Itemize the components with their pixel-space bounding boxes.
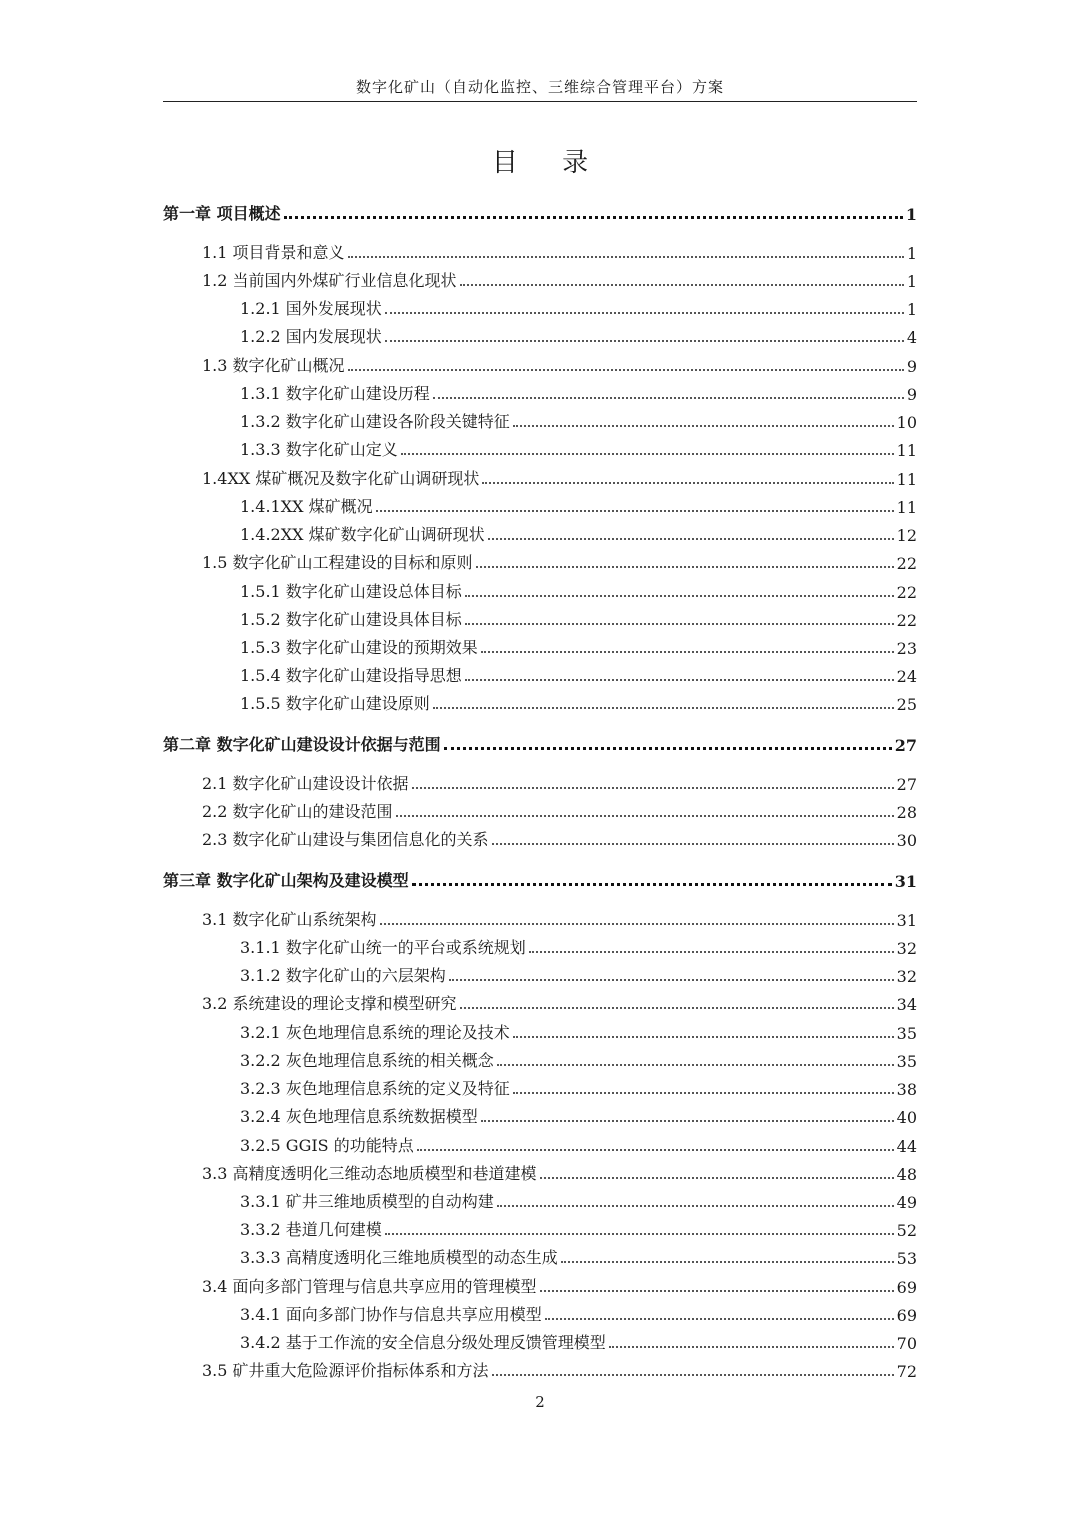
toc-dot-leader [348, 255, 904, 258]
toc-entry-label: 1.3 数字化矿山概况 [202, 356, 345, 375]
toc-entry-page: 31 [896, 911, 917, 930]
toc-entry-page: 1 [906, 272, 917, 291]
toc-dot-leader [481, 1119, 894, 1122]
toc-entry-label: 1.5.1 数字化矿山建设总体目标 [240, 582, 462, 601]
toc-dot-leader [513, 424, 894, 427]
toc-entry-page: 52 [896, 1221, 917, 1240]
toc-entry-page: 32 [896, 967, 917, 986]
toc-entry-page: 48 [896, 1165, 917, 1184]
toc-entry-page: 11 [896, 498, 917, 517]
toc-dot-leader [433, 706, 894, 709]
toc-subsection-entry[interactable] [240, 408, 917, 432]
toc-subsection-entry[interactable] [240, 690, 917, 714]
toc-section-entry[interactable] [202, 1160, 917, 1184]
toc-dot-leader [412, 882, 892, 886]
toc-entry-label: 3.2.3 灰色地理信息系统的定义及特征 [240, 1079, 510, 1098]
toc-dot-leader [513, 1091, 894, 1094]
toc-dot-leader [465, 678, 894, 681]
toc-dot-leader [545, 1317, 894, 1320]
toc-dot-leader [385, 1232, 894, 1235]
running-header: 数字化矿山（自动化监控、三维综合管理平台）方案 [355, 78, 724, 96]
toc-entry-label: 1.2.2 国内发展现状 [240, 327, 382, 346]
toc-dot-leader [476, 565, 894, 568]
toc-entry-page: 32 [896, 939, 917, 958]
toc-entry-label: 1.1 项目背景和意义 [202, 243, 345, 262]
toc-section-entry[interactable] [202, 1273, 917, 1297]
toc-dot-leader [417, 1148, 894, 1151]
toc-entry-label: 1.5.5 数字化矿山建设原则 [240, 694, 430, 713]
toc-entry-label: 第一章 项目概述 [163, 204, 281, 223]
toc-dot-leader [488, 537, 894, 540]
toc-entry-page: 4 [906, 328, 917, 347]
toc-entry-label: 第二章 数字化矿山建设设计依据与范围 [163, 735, 441, 754]
toc-entry-page: 12 [896, 526, 917, 545]
toc-entry-label: 1.2 当前国内外煤矿行业信息化现状 [202, 271, 457, 290]
toc-entry-page: 24 [896, 667, 917, 686]
toc-entry-label: 1.3.1 数字化矿山建设历程 [240, 384, 430, 403]
toc-dot-leader [481, 650, 894, 653]
toc-dot-leader [348, 368, 904, 371]
toc-dot-leader [529, 950, 894, 953]
toc-entry-page: 22 [896, 554, 917, 573]
toc-entry-label: 1.4.1XX 煤矿概况 [240, 497, 373, 516]
toc-chapter-entry[interactable] [163, 867, 917, 891]
toc-entry-label: 3.1.2 数字化矿山的六层架构 [240, 966, 446, 985]
toc-entry-page: 70 [896, 1334, 917, 1353]
toc-entry-page: 31 [894, 872, 917, 891]
toc-section-entry[interactable] [202, 239, 917, 263]
toc-entry-label: 3.4.2 基于工作流的安全信息分级处理反馈管理模型 [240, 1333, 606, 1352]
toc-entry-page: 69 [896, 1278, 917, 1297]
page-title: 目 录 [491, 148, 607, 178]
toc-subsection-entry[interactable] [240, 521, 917, 545]
toc-section-entry[interactable] [202, 990, 917, 1014]
toc-entry-label: 1.3.2 数字化矿山建设各阶段关键特征 [240, 412, 510, 431]
toc-entry-label: 1.5.3 数字化矿山建设的预期效果 [240, 638, 478, 657]
toc-dot-leader [396, 814, 894, 817]
toc-subsection-entry[interactable] [240, 1047, 917, 1071]
toc-dot-leader [385, 339, 904, 342]
toc-dot-leader [540, 1289, 894, 1292]
toc-subsection-entry[interactable] [240, 380, 917, 404]
toc-section-entry[interactable] [202, 798, 917, 822]
toc-subsection-entry[interactable] [240, 634, 917, 658]
toc-subsection-entry[interactable] [240, 1329, 917, 1353]
toc-subsection-entry[interactable] [240, 1019, 917, 1043]
toc-entry-page: 38 [896, 1080, 917, 1099]
toc-subsection-entry[interactable] [240, 662, 917, 686]
toc-dot-leader [385, 311, 904, 314]
toc-entry-page: 11 [896, 441, 917, 460]
toc-subsection-entry[interactable] [240, 1132, 917, 1156]
toc-dot-leader [284, 215, 903, 219]
toc-entry-label: 第三章 数字化矿山架构及建设模型 [163, 871, 409, 890]
toc-entry-label: 1.4.2XX 煤矿数字化矿山调研现状 [240, 525, 485, 544]
toc-entry-page: 49 [896, 1193, 917, 1212]
toc-entry-page: 44 [896, 1137, 917, 1156]
toc-entry-page: 23 [896, 639, 917, 658]
toc-entry-label: 3.3.3 高精度透明化三维地质模型的动态生成 [240, 1248, 558, 1267]
toc-dot-leader [460, 1006, 894, 1009]
toc-entry-label: 1.5.2 数字化矿山建设具体目标 [240, 610, 462, 629]
toc-entry-label: 3.3.2 巷道几何建模 [240, 1220, 382, 1239]
toc-entry-page: 11 [896, 470, 917, 489]
toc-subsection-entry[interactable] [240, 934, 917, 958]
toc-dot-leader [482, 481, 893, 484]
toc-section-entry[interactable] [202, 352, 917, 376]
toc-section-entry[interactable] [202, 267, 917, 291]
toc-dot-leader [540, 1176, 894, 1179]
toc-entry-label: 1.3.3 数字化矿山定义 [240, 440, 398, 459]
toc-subsection-entry[interactable] [240, 1075, 917, 1099]
toc-subsection-entry[interactable] [240, 493, 917, 517]
toc-dot-leader [376, 509, 894, 512]
toc-subsection-entry[interactable] [240, 436, 917, 460]
toc-subsection-entry[interactable] [240, 1188, 917, 1212]
toc-entry-page: 1 [906, 300, 917, 319]
toc-entry-label: 2.3 数字化矿山建设与集团信息化的关系 [202, 830, 489, 849]
toc-entry-label: 3.3 高精度透明化三维动态地质模型和巷道建模 [202, 1164, 537, 1183]
toc-entry-label: 3.4.1 面向多部门协作与信息共享应用模型 [240, 1305, 542, 1324]
toc-dot-leader [412, 786, 894, 789]
toc-entry-page: 40 [896, 1108, 917, 1127]
toc-chapter-entry[interactable] [163, 200, 917, 224]
toc-entry-page: 9 [906, 357, 917, 376]
toc-entry-page: 28 [896, 803, 917, 822]
toc-dot-leader [444, 746, 892, 750]
toc-entry-page: 25 [896, 695, 917, 714]
toc-section-entry[interactable] [202, 826, 917, 850]
toc-dot-leader [460, 283, 904, 286]
toc-entry-label: 3.3.1 矿井三维地质模型的自动构建 [240, 1192, 494, 1211]
toc-entry-label: 3.4 面向多部门管理与信息共享应用的管理模型 [202, 1277, 537, 1296]
toc-entry-label: 1.5.4 数字化矿山建设指导思想 [240, 666, 462, 685]
toc-entry-label: 3.5 矿井重大危险源评价指标体系和方法 [202, 1361, 489, 1380]
toc-section-entry[interactable] [202, 906, 917, 930]
toc-section-entry[interactable] [202, 1357, 917, 1381]
toc-entry-page: 35 [896, 1024, 917, 1043]
toc-entry-label: 1.4XX 煤矿概况及数字化矿山调研现状 [202, 469, 480, 488]
toc-entry-page: 35 [896, 1052, 917, 1071]
toc-dot-leader [561, 1260, 894, 1263]
toc-subsection-entry[interactable] [240, 578, 917, 602]
toc-section-entry[interactable] [202, 465, 917, 489]
toc-entry-label: 1.2.1 国外发展现状 [240, 299, 382, 318]
toc-dot-leader [497, 1063, 894, 1066]
toc-entry-label: 2.1 数字化矿山建设设计依据 [202, 774, 409, 793]
toc-subsection-entry[interactable] [240, 962, 917, 986]
toc-entry-page: 72 [896, 1362, 917, 1381]
toc-entry-page: 1 [906, 244, 917, 263]
toc-entry-page: 53 [896, 1249, 917, 1268]
toc-entry-label: 1.5 数字化矿山工程建设的目标和原则 [202, 553, 473, 572]
toc-entry-label: 3.2 系统建设的理论支撑和模型研究 [202, 994, 457, 1013]
toc-subsection-entry[interactable] [240, 295, 917, 319]
toc-dot-leader [465, 622, 894, 625]
toc-entry-label: 3.1 数字化矿山系统架构 [202, 910, 377, 929]
toc-subsection-entry[interactable] [240, 1103, 917, 1127]
toc-entry-page: 22 [896, 611, 917, 630]
toc-dot-leader [449, 978, 894, 981]
toc-dot-leader [497, 1204, 894, 1207]
toc-entry-label: 3.2.1 灰色地理信息系统的理论及技术 [240, 1023, 510, 1042]
toc-section-entry[interactable] [202, 549, 917, 573]
toc-entry-page: 22 [896, 583, 917, 602]
toc-subsection-entry[interactable] [240, 1244, 917, 1268]
toc-section-entry[interactable] [202, 770, 917, 794]
toc-entry-label: 2.2 数字化矿山的建设范围 [202, 802, 393, 821]
toc-entry-page: 9 [906, 385, 917, 404]
toc-dot-leader [433, 396, 904, 399]
toc-dot-leader [492, 842, 894, 845]
toc-entry-page: 34 [896, 995, 917, 1014]
toc-dot-leader [465, 594, 894, 597]
toc-subsection-entry[interactable] [240, 1216, 917, 1240]
toc-subsection-entry[interactable] [240, 1301, 917, 1325]
toc-entry-page: 27 [896, 775, 917, 794]
toc-dot-leader [513, 1035, 894, 1038]
toc-entry-label: 3.2.5 GGIS 的功能特点 [240, 1136, 414, 1155]
toc-subsection-entry[interactable] [240, 606, 917, 630]
toc-entry-label: 3.2.2 灰色地理信息系统的相关概念 [240, 1051, 494, 1070]
toc-entry-label: 3.2.4 灰色地理信息系统数据模型 [240, 1107, 478, 1126]
toc-entry-page: 27 [894, 736, 917, 755]
toc-chapter-entry[interactable] [163, 731, 917, 755]
toc-entry-label: 3.1.1 数字化矿山统一的平台或系统规划 [240, 938, 526, 957]
toc-dot-leader [609, 1345, 894, 1348]
page-number: 2 [535, 1393, 545, 1411]
toc-entry-page: 10 [896, 413, 917, 432]
toc-entry-page: 1 [905, 205, 917, 224]
toc-dot-leader [380, 922, 894, 925]
toc-subsection-entry[interactable] [240, 323, 917, 347]
toc-dot-leader [492, 1373, 894, 1376]
toc-entry-page: 30 [896, 831, 917, 850]
toc-entry-page: 69 [896, 1306, 917, 1325]
toc-dot-leader [401, 452, 894, 455]
